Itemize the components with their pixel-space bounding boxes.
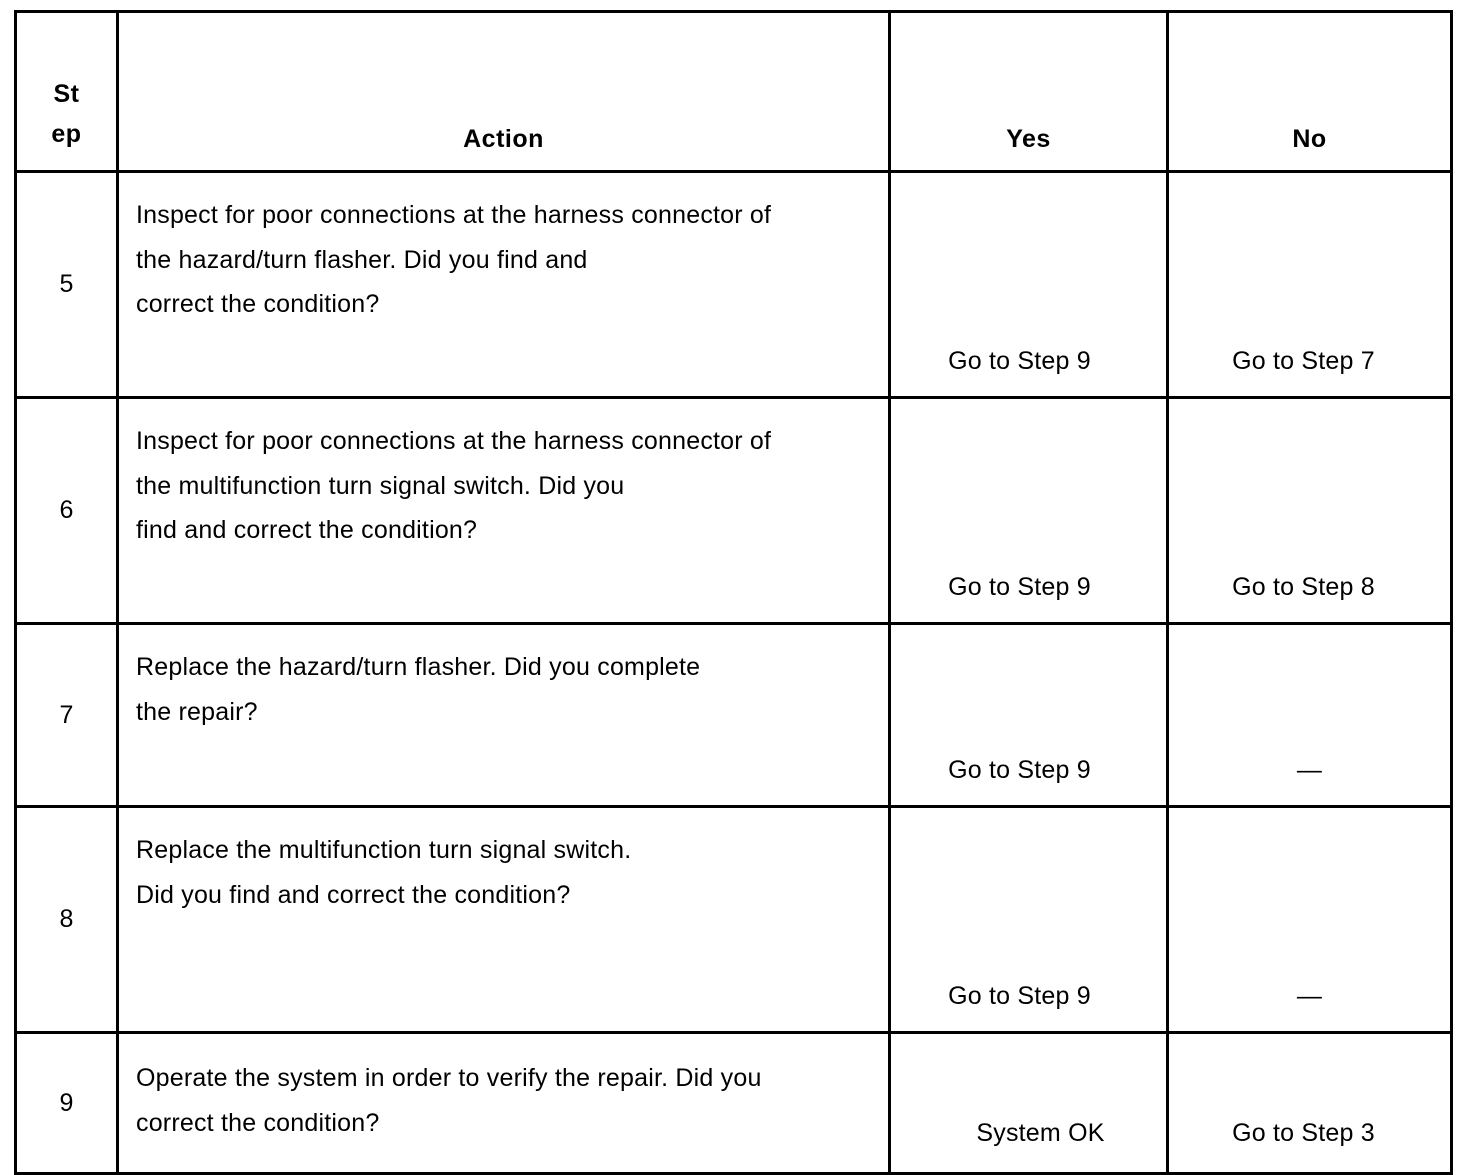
yes-result: Go to Step 9 — [890, 624, 1168, 807]
action-text: the repair? — [136, 697, 258, 726]
no-result: Go to Step 7 — [1168, 172, 1452, 398]
yes-result: Go to Step 9 — [890, 398, 1168, 624]
yes-result: System OK — [890, 1033, 1168, 1174]
table-row — [16, 398, 1452, 624]
action-text: the hazard/turn flasher. Did you find and — [136, 245, 588, 274]
step-number: 7 — [16, 624, 118, 807]
action-text: correct the condition? — [136, 290, 380, 318]
step-number: 5 — [16, 172, 118, 398]
table-row — [16, 1033, 1452, 1174]
column-header-step-line2: ep — [51, 120, 82, 148]
action-text: Inspect for poor connections at the harness connector of — [136, 201, 772, 229]
table-row — [16, 172, 1452, 398]
no-result: Go to Step 8 — [1168, 398, 1452, 624]
no-result: Go to Step 3 — [1168, 1033, 1452, 1174]
action-text: Replace the hazard/turn flasher. Did you complete — [136, 653, 701, 681]
action-text: Did you find and correct the condition? — [136, 880, 571, 909]
header-row — [16, 12, 1452, 172]
action-text: Replace the multifunction turn signal switch. — [136, 836, 632, 864]
column-header-yes: Yes — [890, 12, 1168, 172]
step-number: 6 — [16, 398, 118, 624]
column-header-step-line1: St — [53, 80, 80, 108]
action-cell — [118, 398, 890, 624]
action-text: correct the condition? — [136, 1108, 380, 1137]
no-result: — — [1168, 807, 1452, 1033]
step-number: 9 — [16, 1033, 118, 1174]
column-header-no: No — [1168, 12, 1452, 172]
action-cell — [118, 624, 890, 807]
action-text: Inspect for poor connections at the harness connector of — [136, 427, 772, 455]
yes-result: Go to Step 9 — [890, 807, 1168, 1033]
no-result: — — [1168, 624, 1452, 807]
diagnostic-table — [14, 10, 1453, 1175]
column-header-step — [16, 12, 118, 172]
action-text: the multifunction turn signal switch. Did you — [136, 471, 625, 500]
action-cell — [118, 807, 890, 1033]
column-header-action: Action — [118, 12, 890, 172]
table-row — [16, 807, 1452, 1033]
action-cell — [118, 1033, 890, 1174]
action-text: Operate the system in order to verify the repair. Did you — [136, 1064, 762, 1092]
action-cell — [118, 172, 890, 398]
step-number: 8 — [16, 807, 118, 1033]
diagnostic-table-page — [14, 10, 1450, 1147]
table-row — [16, 624, 1452, 807]
yes-result: Go to Step 9 — [890, 172, 1168, 398]
action-text: find and correct the condition? — [136, 516, 478, 544]
